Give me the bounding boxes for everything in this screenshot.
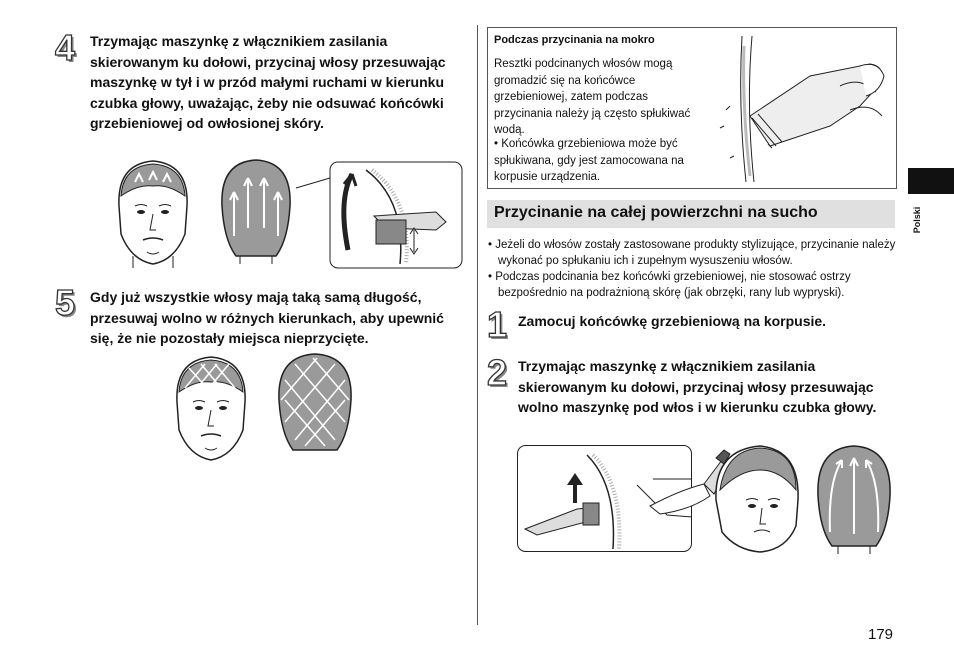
front-head-illustration-1 xyxy=(113,156,193,268)
rinsing-illustration xyxy=(710,36,890,184)
step-1-text: Zamocuj końcówkę grzebieniową na korpusie. xyxy=(518,313,827,329)
list-item: • Podczas podcinania bez końcówki grzebieniowej, nie stosować ostrzy bezpośrednio na podrażnioną skórę (jak obrzęki, rany lub wypryski). xyxy=(488,271,851,299)
wet-trimming-box xyxy=(487,27,897,189)
section-header-dry-trimming xyxy=(487,200,895,228)
step-4-number: 4 xyxy=(55,27,76,68)
page-number: 179 xyxy=(868,626,894,643)
wet-box-body: Resztki podcinanych włosów mogą gromadzić się na końcówce grzebieniowej, zatem podczas przycinania należy ją często spłukiwać wodą. xyxy=(494,58,691,136)
back-head-illustration-1 xyxy=(218,156,294,264)
wet-box-title: Podczas przycinania na mokro xyxy=(494,34,655,46)
back-head-illustration-2 xyxy=(275,350,355,458)
step-5-text: Gdy już wszystkie włosy mają taką samą długość, przesuwaj wolno w różnych kierunkach, aby upewnić się, że nie pozostały miejsca nieprzycięte. xyxy=(90,289,444,346)
language-tab xyxy=(908,168,954,194)
language-label: Polski xyxy=(912,206,922,234)
step-4-text: Trzymając maszynkę z włącznikiem zasilania skierowanym ku dołowi, przycinaj włosy przesuwając maszynkę w tył i w przód małymi ruchami w kierunku czubka głowy, uważając, żeby nie odsuwać końcówki grzebieniowej od owłosionej skóry. xyxy=(90,33,446,131)
comb-detail-illustration-1 xyxy=(296,160,464,270)
list-item: • Jeżeli do włosów zostały zastosowane produkty stylizujące, przycinanie należy wykonać po spłukaniu ich i zupełnym wysuszeniu włosów. xyxy=(488,239,896,267)
side-trimming-illustration xyxy=(650,440,800,555)
precautions-list xyxy=(487,237,897,301)
step-1-number: 1 xyxy=(487,304,508,345)
step-2-number: 2 xyxy=(487,352,508,393)
wet-box-bullet: • Końcówka grzebieniowa może być spłukiwana, gdy jest zamocowana na korpusie urządzenia. xyxy=(494,138,684,183)
front-head-illustration-2 xyxy=(171,352,251,464)
section-title: Przycinanie na całej powierzchni na sucho xyxy=(494,204,818,221)
step-2-text: Trzymając maszynkę z włącznikiem zasilania skierowanym ku dołowi, przycinaj włosy przesuwając wolno maszynkę pod włos i w kierunku czubka głowy. xyxy=(518,358,877,415)
back-head-illustration-3 xyxy=(814,442,894,554)
column-divider xyxy=(477,25,478,625)
step-5-number: 5 xyxy=(55,282,76,323)
